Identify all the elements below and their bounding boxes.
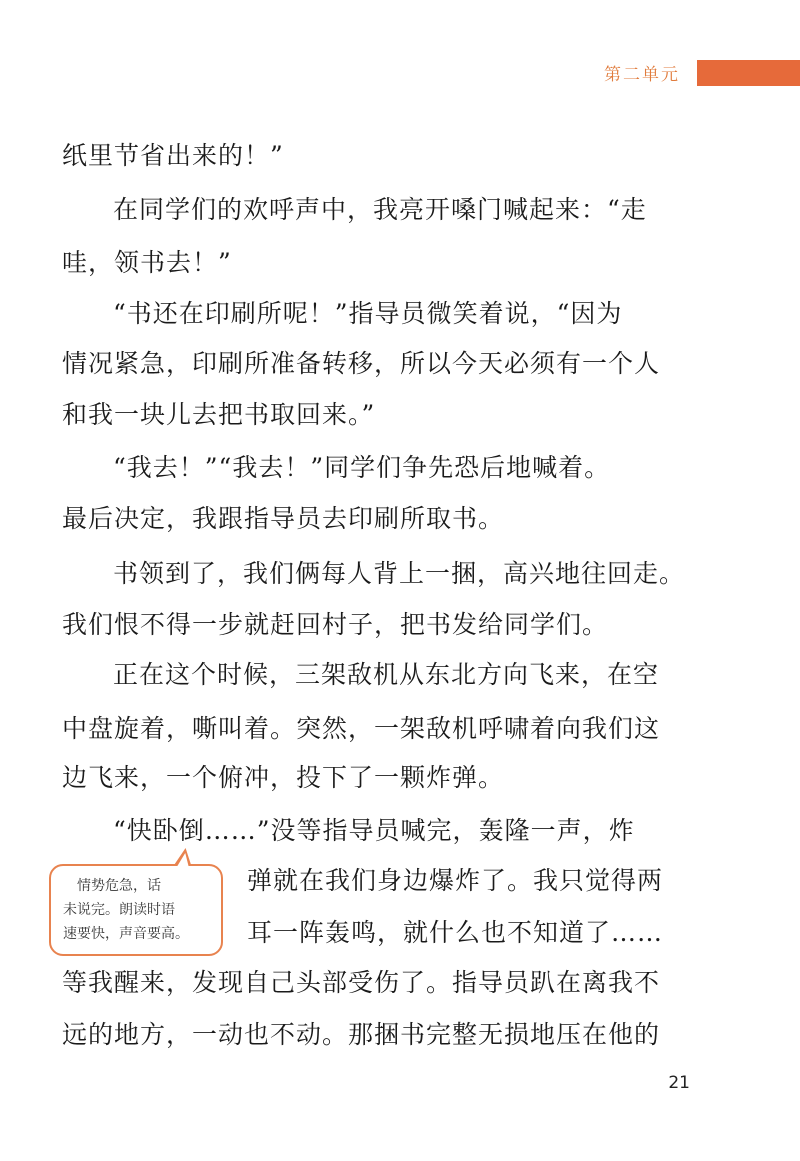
text-line: 在同学们的欢呼声中，我亮开嗓门喊起来：“走 [113,195,647,224]
text-line: 情况紧急，印刷所准备转移，所以今天必须有一个人 [62,349,661,378]
page-number: 21 [668,1073,690,1093]
text-line: 纸里节省出来的！” [62,141,284,170]
text-line: “书还在印刷所呢！”指导员微笑着说，“因为 [113,299,623,328]
side-note-line: 情势危急，话 [77,878,161,894]
text-line: 我们恨不得一步就赶回村子，把书发给同学们。 [62,610,609,639]
text-line: “我去！”“我去！”同学们争先恐后地喊着。 [113,453,611,482]
reading-side-note [49,864,223,956]
text-line: “快卧倒……”没等指导员喊完，轰隆一声，炸 [113,816,635,845]
text-line: 远的地方，一动也不动。那捆书完整无损地压在他的 [62,1020,661,1049]
text-line: 耳一阵轰鸣，就什么也不知道了…… [247,918,664,947]
text-line: 最后决定，我跟指导员去印刷所取书。 [62,504,505,533]
unit-header-bar [697,60,800,86]
text-line: 中盘旋着，嘶叫着。突然，一架敌机呼啸着向我们这 [62,714,661,743]
text-line: 边飞来，一个俯冲，投下了一颗炸弹。 [62,763,505,792]
text-line: 哇，领书去！” [62,248,232,277]
text-line: 正在这个时候，三架敌机从东北方向飞来，在空 [113,660,660,689]
side-note-line: 速要快，声音要高。 [63,926,189,942]
text-line: 和我一块儿去把书取回来。” [62,400,376,429]
unit-title: 第二单元 [604,65,680,85]
text-line: 弹就在我们身边爆炸了。我只觉得两 [247,866,664,895]
text-line: 等我醒来，发现自己头部受伤了。指导员趴在离我不 [62,968,661,997]
text-line: 书领到了，我们俩每人背上一捆，高兴地往回走。 [113,559,686,588]
side-note-line: 未说完。朗读时语 [63,902,175,918]
note-callout-tail-fill [177,853,191,867]
